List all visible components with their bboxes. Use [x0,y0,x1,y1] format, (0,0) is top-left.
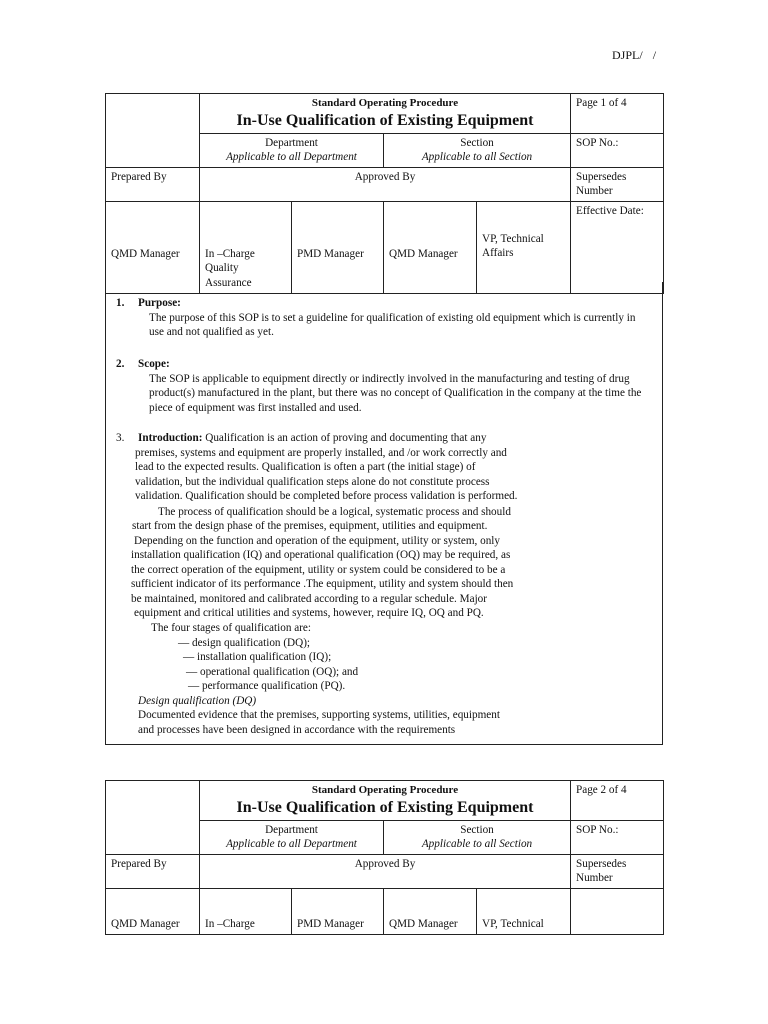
qualification-stage-item: — installation qualification (IQ); [183,651,332,663]
intro-line: sufficient indicator of its performance .The equipment, utility and system should then [131,578,514,590]
intro-line: Qualification is an action of proving and documenting that any [205,432,487,444]
intro-number: 3. [116,432,125,444]
intro-line: The four stages of qualification are: [151,622,311,634]
intro-line: the correct operation of the equipment, utility or system could be considered to be a [131,564,506,576]
purpose-text: The purpose of this SOP is to set a guideline for qualification of existing old equipment which is currently in use and not qualified as yet. [149,311,636,338]
dq-heading: Design qualification (DQ) [138,695,257,707]
signatory-prepared: QMD Manager [106,201,200,293]
supersedes-number: Supersedes Number [571,167,664,201]
document-reference [612,48,656,63]
intro-line: lead to the expected results. Qualification is often a part (the initial stage) of [135,461,476,473]
header-blank-cell [106,781,200,855]
section-label: Section [460,823,494,836]
intro-line: The process of qualification should be a logical, systematic process and should [158,506,511,518]
effective-date-blank [571,888,664,934]
section-value: Applicable to all Section [421,151,533,163]
intro-line: Depending on the function and operation of the equipment, utility or system, only [134,535,501,547]
department-value: Applicable to all Department [226,151,357,163]
intro-line: be maintained, monitored and calibrated according to a regular schedule. Major [131,593,487,605]
purpose-heading: Purpose: [138,297,181,309]
signatory-qmd: QMD Manager [384,888,477,934]
sop-header-page2 [105,780,664,935]
section-label: Section [460,136,494,149]
purpose-number: 1. [116,297,125,309]
scope-section [116,357,656,415]
purpose-section [116,296,656,340]
signatory-vp: VP, Technical [477,888,571,934]
qualification-stage-item: — operational qualification (OQ); and [186,666,359,678]
scope-heading: Scope: [138,358,170,370]
doc-ref-code: DJPL/ [612,48,643,62]
sop-label: Standard Operating Procedure [311,784,459,796]
department-label: Department [265,823,318,836]
signatory-qa-incharge: In –Charge [200,888,292,934]
dq-line: Documented evidence that the premises, supporting systems, utilities, equipment [138,709,500,721]
section-cell [384,820,571,854]
page-number: Page 1 of 4 [571,94,664,134]
section-cell [384,133,571,167]
prepared-by-label: Prepared By [106,167,200,201]
intro-heading: Introduction: [138,432,203,444]
document-title: In-Use Qualification of Existing Equipment [236,111,534,129]
qualification-stage-item: — design qualification (DQ); [178,637,311,649]
sop-label: Standard Operating Procedure [311,97,459,109]
sop-header-page1 [105,93,664,294]
intro-line: start from the design phase of the premises, equipment, utilities and equipment. [132,520,488,532]
signatory-pmd: PMD Manager [292,888,384,934]
signatory-pmd: PMD Manager [292,201,384,293]
effective-date: Effective Date: [571,201,664,293]
prepared-by-label: Prepared By [106,854,200,888]
page-number: Page 2 of 4 [571,781,664,821]
approved-by-label: Approved By [200,854,571,888]
scope-number: 2. [116,358,125,370]
intro-line: validation. Qualification should be completed before process validation is performed. [135,490,518,502]
signatory-qmd: QMD Manager [384,201,477,293]
department-value: Applicable to all Department [226,838,357,850]
doc-ref-slash: / [652,48,657,62]
intro-line: premises, systems and equipment are properly installed, and /or work correctly and [135,447,507,459]
scope-text: The SOP is applicable to equipment directly or indirectly involved in the manufacturing and testing of drug product(s) manufactured in the plant, but there was no concept of Qualification in the company at the time the piece of equipment was first installed and used. [149,372,642,414]
intro-line: validation, but the individual qualification steps alone do not constitute process [135,476,490,488]
department-cell [200,820,384,854]
document-title: In-Use Qualification of Existing Equipment [236,798,534,816]
signatory-qa-incharge: In –Charge Quality Assurance [200,201,292,293]
signatory-vp: VP, Technical Affairs [477,201,571,293]
sop-number: SOP No.: [571,820,664,854]
section-value: Applicable to all Section [421,838,533,850]
sop-body-page1 [105,282,663,745]
dq-line: and processes have been designed in accordance with the requirements [138,724,456,736]
signatory-prepared: QMD Manager [106,888,200,934]
intro-line: equipment and critical utilities and systems, however, require IQ, OQ and PQ. [134,607,484,619]
title-cell [200,94,571,134]
department-cell [200,133,384,167]
supersedes-number: Supersedes Number [571,854,664,888]
department-label: Department [265,136,318,149]
sop-number: SOP No.: [571,133,664,167]
intro-line: installation qualification (IQ) and operational qualification (OQ) may be required, as [131,549,511,561]
qualification-stage-item: — performance qualification (PQ). [188,680,346,692]
approved-by-label: Approved By [200,167,571,201]
header-blank-cell [106,94,200,168]
title-cell [200,781,571,821]
